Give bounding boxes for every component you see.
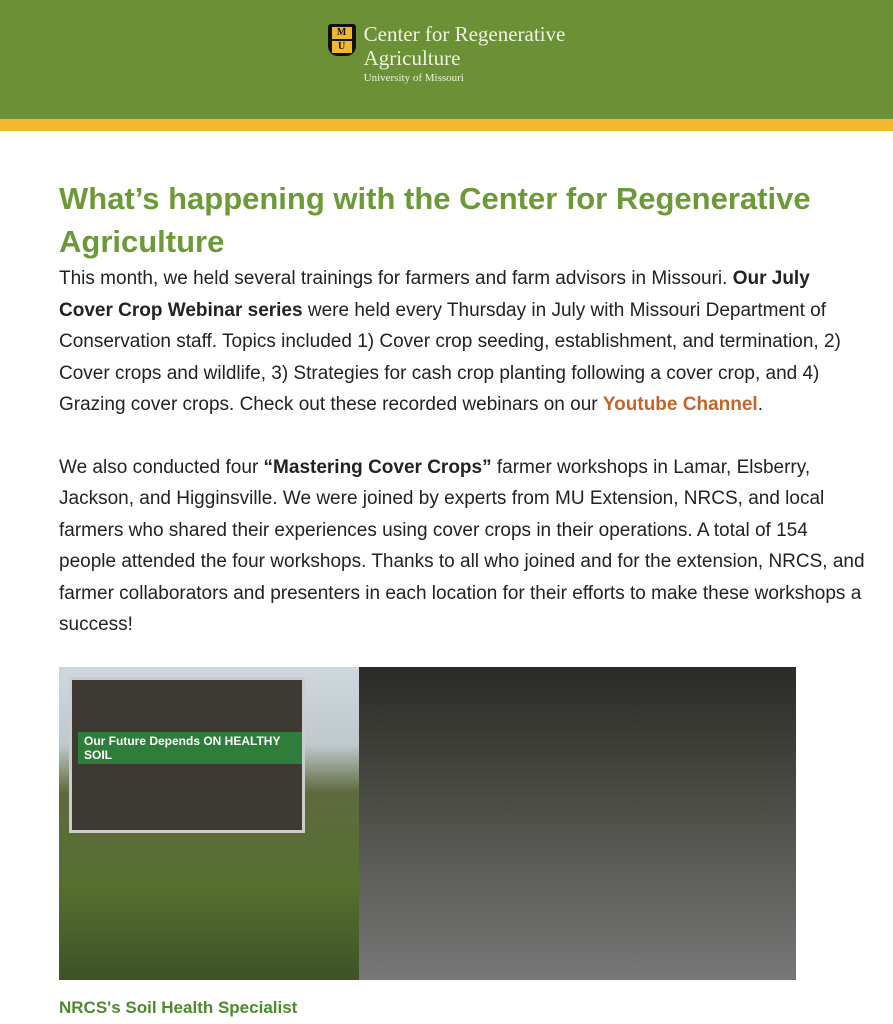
brand[interactable] xyxy=(328,22,566,84)
site-header xyxy=(0,0,893,119)
bold-text: Our July Cover Crop Webinar series xyxy=(59,268,810,321)
gold-divider xyxy=(0,119,893,131)
paragraph-webinars xyxy=(59,263,865,421)
brand-title-line1: Center for Regenerative xyxy=(363,22,566,46)
mu-logo-icon: M U xyxy=(328,24,356,56)
article-heading: What’s happening with the Center for Regenerative Agriculture xyxy=(59,181,811,259)
youtube-channel-link[interactable]: Youtube Channel xyxy=(602,394,758,415)
bold-text: “Mastering Cover Crops” xyxy=(263,456,492,478)
text: were held every Thursday in July with Missouri Department of Conservation staff. Topics included 1) Cover crop seeding, establishment, and termination, 2) Cover crops and wildlife, 3) Strategies for cash crop planting following a cover crop, and 4) Grazing cover crops. Check out these recorded webinars on our xyxy=(59,299,841,415)
brand-title-line2: Agriculture xyxy=(363,46,461,70)
paragraph-workshops xyxy=(59,452,865,641)
text: This month, we held several trainings for farmers and farm advisors in Missouri. xyxy=(59,268,733,289)
brand-subtitle: University of Missouri xyxy=(363,72,464,84)
text: . xyxy=(757,394,763,415)
text: We also conducted four xyxy=(59,456,264,478)
workshop-photo xyxy=(59,667,796,980)
article xyxy=(0,131,893,1018)
photo-caption: NRCS's Soil Health Specialist xyxy=(59,997,298,1017)
audience-shelter xyxy=(359,667,796,980)
trailer-sign: Our Future Depends ON HEALTHY SOIL xyxy=(78,732,302,764)
nrcs-trailer xyxy=(69,677,305,833)
text: farmer workshops in Lamar, Elsberry, Jackson, and Higginsville. We were joined by experts from MU Extension, NRCS, and local farmers who shared their experiences using cover crops in their operations. A total of 154 people attended the four workshops. Thanks to all who joined and for the extension, NRCS, and farmer collaborators and presenters in each location for their efforts to make these workshops a success! xyxy=(59,456,865,635)
